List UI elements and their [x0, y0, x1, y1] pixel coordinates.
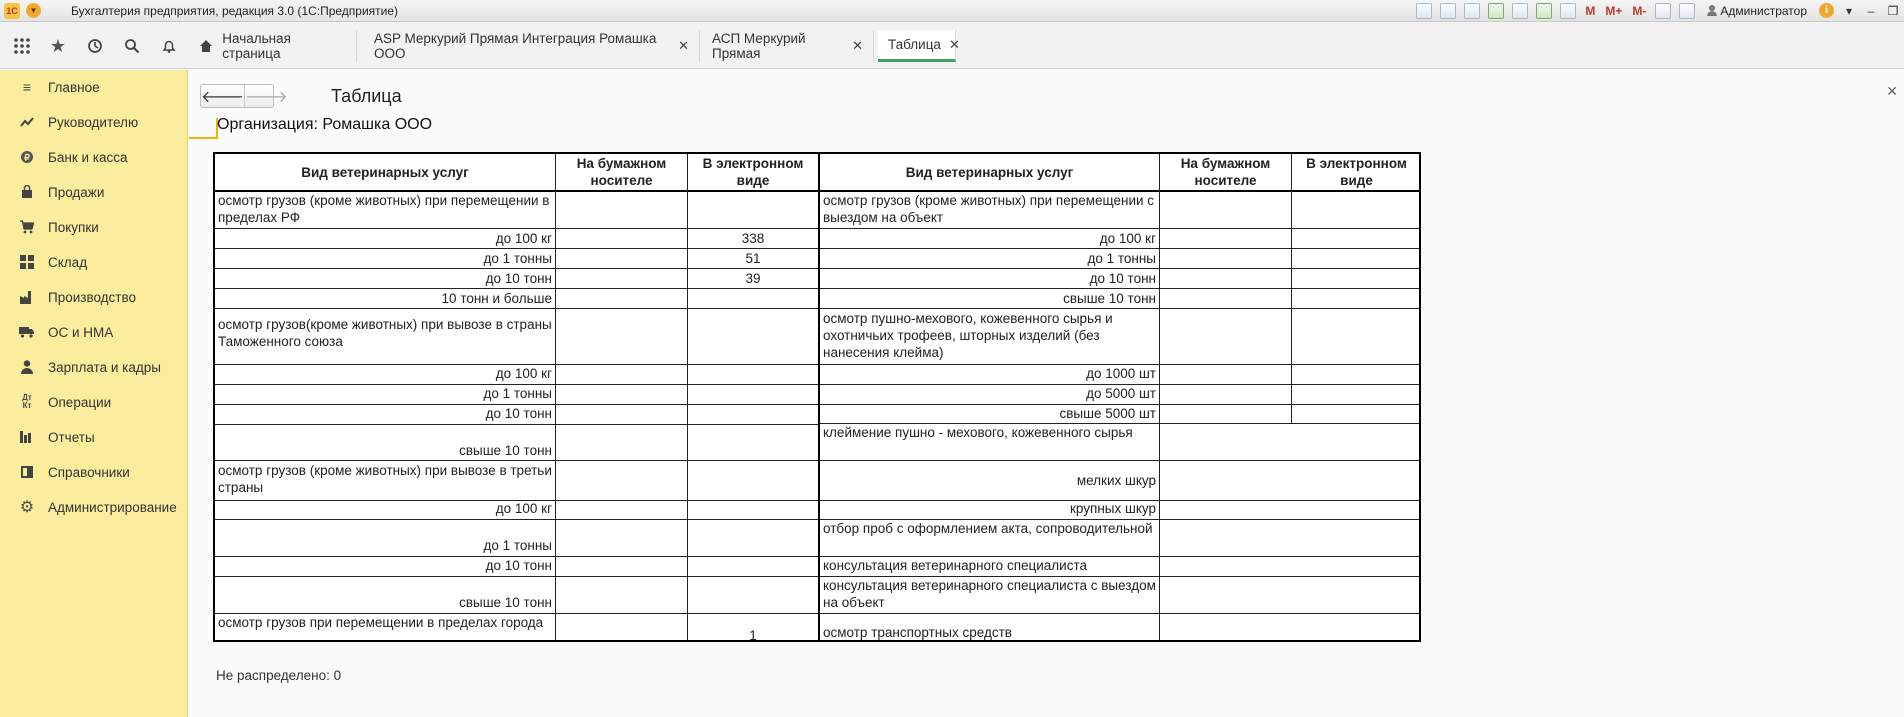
- tab-asp-mercury-direct[interactable]: [702, 30, 874, 62]
- sidebar-item-label: Администрирование: [48, 499, 177, 515]
- memory-minus-button[interactable]: M-: [1632, 3, 1647, 18]
- grid-line: [215, 519, 818, 520]
- table-cell[interactable]: до 10 тонн: [485, 558, 552, 573]
- grid-line: [820, 308, 1421, 309]
- close-tab-icon[interactable]: ✕: [948, 36, 960, 52]
- table-cell[interactable]: до 100 кг: [1099, 231, 1156, 246]
- person-icon: [19, 359, 35, 375]
- sidebar-item-bank[interactable]: [0, 140, 188, 174]
- info-icon[interactable]: i: [1819, 3, 1834, 18]
- app-menu-button[interactable]: ▼: [26, 3, 41, 18]
- table-value-cell[interactable]: 338: [741, 231, 765, 246]
- sidebar-item-reports[interactable]: [0, 420, 188, 454]
- table-cell[interactable]: крупных шкур: [1070, 501, 1156, 516]
- table-cell[interactable]: 10 тонн и больше: [441, 291, 552, 306]
- grid-line: [820, 228, 1421, 229]
- active-cell-marker: [189, 137, 218, 139]
- grid-line: [820, 423, 1421, 424]
- table-cell[interactable]: осмотр грузов при перемещении в пределах города: [218, 615, 544, 630]
- grid-icon: [19, 254, 35, 270]
- table-cell[interactable]: до 1 тонны: [483, 251, 552, 266]
- spreadsheet-table[interactable]: [213, 152, 1421, 642]
- favorites-star-icon[interactable]: ★: [49, 35, 67, 56]
- table-cell[interactable]: консультация ветеринарного специалиста: [823, 558, 1088, 573]
- sidebar-item-label: Операции: [48, 394, 112, 410]
- header-service-right: Вид ветеринарных услуг: [905, 164, 1074, 180]
- restore-button[interactable]: ❐: [1887, 3, 1899, 18]
- header-electronic-right: В электронном виде: [1306, 156, 1407, 188]
- table-cell[interactable]: до 100 кг: [495, 501, 552, 516]
- factory-icon: [19, 289, 35, 305]
- sidebar-item-label: ОС и НМА: [48, 324, 114, 340]
- header-service-left: Вид ветеринарных услуг: [301, 164, 469, 180]
- preview-icon[interactable]: [1464, 3, 1480, 19]
- grid-line: [215, 364, 818, 365]
- book-icon: [19, 464, 35, 480]
- table-cell[interactable]: до 5000 шт: [1086, 386, 1156, 401]
- current-user[interactable]: [1707, 4, 1807, 18]
- grid-line: [215, 228, 818, 229]
- sidebar-item-production[interactable]: [0, 280, 188, 314]
- grid-line: [820, 364, 1421, 365]
- grid-line: [215, 308, 818, 309]
- trend-icon: [19, 114, 35, 130]
- table-cell[interactable]: осмотр пушно-мехового, кожевенного сырья и охотничьих трофеев, шторных изделий (без нанесения клейма): [823, 311, 1113, 360]
- table-cell[interactable]: консультация ветеринарного специалиста с выездом на объект: [823, 578, 1156, 610]
- sidebar-item-label: Отчеты: [48, 429, 95, 445]
- grid-line: [215, 556, 818, 557]
- bag-icon: [19, 184, 35, 200]
- table-value-cell[interactable]: 39: [745, 271, 761, 286]
- coin-icon: [19, 149, 35, 165]
- grid-line: [820, 404, 1421, 405]
- sidebar-item-fixed-assets[interactable]: [0, 315, 188, 349]
- truck-icon: [19, 324, 35, 340]
- history-icon[interactable]: [84, 35, 106, 57]
- table-cell[interactable]: до 1 тонны: [483, 538, 552, 553]
- window-menu-icon[interactable]: ▾: [1845, 3, 1853, 18]
- print-icon[interactable]: [1440, 3, 1456, 19]
- grid-line: [215, 404, 818, 405]
- table-cell[interactable]: до 10 тонн: [485, 406, 552, 421]
- home-icon: [199, 40, 212, 52]
- table-cell[interactable]: свыше 10 тонн: [459, 443, 552, 458]
- table-cell[interactable]: до 1 тонны: [483, 386, 552, 401]
- gear-icon: ⚙: [19, 499, 35, 516]
- user-name: Администратор: [1720, 3, 1807, 18]
- header-paper-right: На бумажном носителе: [1180, 156, 1271, 188]
- svg-text:₽: ₽: [24, 152, 30, 163]
- grid-line: [215, 268, 818, 269]
- close-tab-icon[interactable]: ✕: [852, 38, 863, 53]
- header-electronic-left: В электронном виде: [702, 156, 804, 188]
- sidebar-item-salary[interactable]: [0, 350, 188, 384]
- table-cell[interactable]: до 10 тонн: [485, 271, 552, 286]
- zoom-icon[interactable]: [1655, 3, 1671, 19]
- table-cell[interactable]: свыше 10 тонн: [459, 595, 552, 610]
- table-cell[interactable]: осмотр грузов (кроме животных) при перемещении с выездом на объект: [823, 193, 1155, 225]
- window-title-bar: [0, 0, 1904, 22]
- grid-line: [820, 460, 1421, 461]
- section-tab-bar: [0, 22, 1904, 69]
- spreadsheet-icon[interactable]: [1536, 3, 1552, 19]
- grid-line: [215, 500, 818, 501]
- tab-label: АСП Меркурий Прямая: [712, 31, 806, 61]
- table-cell[interactable]: до 100 кг: [495, 366, 552, 381]
- search-icon[interactable]: [121, 35, 143, 57]
- sidebar-item-directories[interactable]: [0, 455, 188, 489]
- back-arrow-icon[interactable]: 🡐: [201, 88, 244, 106]
- grid-line: [820, 248, 1421, 249]
- calendar-icon[interactable]: [1560, 3, 1576, 19]
- table-cell[interactable]: до 100 кг: [495, 231, 552, 246]
- grid-line: [820, 519, 1421, 520]
- table-cell[interactable]: осмотр грузов (кроме животных) при вывозе в третьи страны: [218, 463, 552, 495]
- sidebar-item-purchases[interactable]: [0, 210, 188, 244]
- tab-asp-mercury-integration[interactable]: [364, 30, 700, 62]
- grid-line: [215, 288, 818, 289]
- form-area: [189, 70, 1904, 717]
- sidebar-item-label: Склад: [48, 254, 88, 270]
- copy-icon[interactable]: [1512, 3, 1528, 19]
- organization-label: Организация: Ромашка ООО: [217, 116, 433, 133]
- cart-icon: [19, 219, 35, 235]
- mail-icon[interactable]: [1488, 3, 1504, 19]
- forward-arrow-icon[interactable]: 🡒: [244, 85, 288, 107]
- save-icon[interactable]: [1416, 3, 1432, 19]
- sidebar-item-administration[interactable]: [0, 490, 188, 524]
- minimize-button[interactable]: –: [1867, 3, 1875, 18]
- dt-kt-icon: Дт Кт: [22, 393, 32, 410]
- panel-icon[interactable]: [1679, 3, 1695, 19]
- user-icon: [1707, 5, 1717, 16]
- table-cell[interactable]: мелких шкур: [1076, 473, 1156, 488]
- grid-line: [820, 500, 1421, 501]
- form-title: Таблица: [331, 86, 402, 106]
- sidebar-item-label: Продажи: [48, 184, 105, 200]
- grid-line: [215, 248, 818, 249]
- sidebar-item-main[interactable]: [0, 70, 188, 104]
- grid-line: [215, 460, 818, 461]
- grid-line: [215, 576, 818, 577]
- sidebar-item-operations[interactable]: [0, 385, 188, 419]
- tab-label: ASP Меркурий Прямая Интеграция Ромашка ООО: [374, 31, 657, 61]
- tab-table[interactable]: [878, 30, 960, 62]
- table-cell[interactable]: осмотр грузов (кроме животных) при перемещении в пределах РФ: [218, 193, 550, 225]
- grid-line: [820, 384, 1421, 385]
- grid-line: [820, 576, 1421, 577]
- grid-line: [820, 288, 1421, 289]
- menu-lines-icon: ≡: [22, 79, 32, 95]
- grid-line: [820, 613, 1421, 614]
- tab-label: Таблица: [888, 37, 941, 52]
- table-cell[interactable]: до 1 тонны: [1087, 251, 1156, 266]
- memory-plus-button[interactable]: M+: [1605, 3, 1623, 18]
- sidebar-item-label: Покупки: [48, 219, 99, 235]
- memory-button[interactable]: M: [1585, 3, 1596, 18]
- table-value-cell[interactable]: 1: [749, 628, 757, 642]
- table-cell[interactable]: до 1000 шт: [1086, 366, 1156, 381]
- sidebar-item-label: Справочники: [48, 464, 130, 480]
- grid-line: [215, 613, 818, 614]
- sections-sidebar: [0, 70, 188, 717]
- unallocated-summary: Не распределено: 0: [216, 668, 342, 683]
- table-cell[interactable]: осмотр транспортных средств: [823, 625, 1012, 640]
- grid-line: [215, 384, 818, 385]
- table-cell[interactable]: до 10 тонн: [1089, 271, 1156, 286]
- apps-grid-icon[interactable]: [11, 35, 33, 57]
- tab-home[interactable]: [189, 30, 357, 62]
- grid-line: [820, 556, 1421, 557]
- navigation-buttons: [200, 84, 288, 108]
- sidebar-item-sales[interactable]: [0, 175, 188, 209]
- sidebar-item-warehouse[interactable]: [0, 245, 188, 279]
- notifications-bell-icon[interactable]: [158, 35, 180, 57]
- sidebar-item-label: Банк и касса: [48, 149, 128, 165]
- close-tab-icon[interactable]: ✕: [678, 38, 689, 53]
- sidebar-item-label: Руководителю: [48, 114, 139, 130]
- grid-line: [215, 424, 818, 425]
- bar-chart-icon: [19, 429, 35, 445]
- close-form-icon[interactable]: ✕: [1886, 83, 1898, 99]
- header-paper-left: На бумажном носителе: [576, 156, 667, 188]
- sidebar-item-label: Производство: [48, 289, 137, 305]
- sidebar-item-label: Главное: [48, 79, 100, 95]
- table-cell[interactable]: свыше 10 тонн: [1063, 291, 1156, 306]
- sidebar-item-label: Зарплата и кадры: [48, 359, 161, 375]
- app-logo-icon: 1С: [4, 3, 20, 19]
- tab-label: Начальная страница: [222, 31, 291, 61]
- grid-line: [820, 268, 1421, 269]
- table-cell[interactable]: клеймение пушно - мехового, кожевенного сырья: [823, 425, 1133, 440]
- table-cell[interactable]: отбор проб с оформлением акта, сопроводительной: [823, 521, 1153, 536]
- table-cell[interactable]: осмотр грузов(кроме животных) при вывозе в страны Таможенного союза: [218, 317, 552, 349]
- sidebar-item-director[interactable]: [0, 105, 188, 139]
- window-title: Бухгалтерия предприятия, редакция 3.0 (1С:Предприятие): [71, 3, 399, 18]
- table-value-cell[interactable]: 51: [745, 251, 761, 266]
- table-cell[interactable]: свыше 5000 шт: [1059, 406, 1156, 421]
